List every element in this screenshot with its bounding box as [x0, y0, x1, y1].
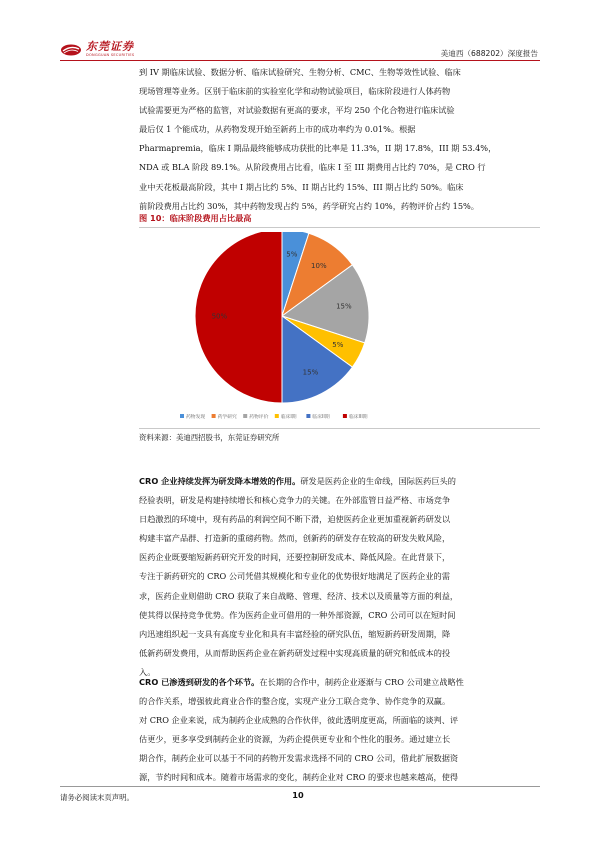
pie-slice-6: [195, 232, 282, 403]
legend-swatch: [306, 414, 310, 418]
legend-swatch: [212, 414, 216, 418]
logo-name: 东莞证券: [86, 40, 134, 53]
text-line: 期合作，制药企业可以基于不同的药物开发需求选择不同的 CRO 公司，借此扩展数据资: [139, 753, 459, 764]
logo-subtitle: DONGGUAN SECURITIES: [86, 53, 135, 57]
company-logo: [60, 39, 134, 59]
legend-label: 药学研究: [217, 415, 237, 420]
footer-disclaimer: 请务必阅读末页声明。: [60, 793, 134, 802]
slice-data-label: 50%: [211, 312, 228, 321]
text-line: 前阶段费用占比约 30%，其中药物发现占约 5%，药学研究占约 10%，药物评价占约 15%。: [139, 200, 479, 211]
text-line: 入。: [139, 666, 156, 677]
report-title: 美迪西（688202）深度报告: [440, 49, 538, 58]
paragraph-lead: CRO 已渗透到研发的各个环节。: [139, 677, 260, 687]
legend-swatch: [180, 414, 184, 418]
slice-data-label: 5%: [286, 250, 298, 259]
figure-title: 图 10：临床阶段费用占比最高: [139, 213, 540, 228]
logo-mark-icon: [60, 42, 82, 56]
text-line: 使其得以保持竞争优势。作为医药企业可借用的一种外部资源，CRO 公司可以在短时间: [139, 609, 456, 620]
slice-data-label: 5%: [332, 340, 344, 349]
slice-data-label: 15%: [302, 368, 319, 377]
text-line: 试验需要更为严格的监管，对试验数据有更高的要求，平均 250 个化合物进行临床试验: [139, 105, 455, 116]
legend-label: 临床III期: [348, 415, 368, 420]
legend-label: 临床II期: [312, 415, 330, 420]
cro-cost-paragraph: [139, 472, 540, 682]
text-line: 对 CRO 企业来说，成为制药企业成熟的合作伙伴，彼此透明度更高，所面临的谈判、评: [139, 715, 459, 726]
text-line: 内迅速组织起一支具有高度专业化和具有丰富经验的研究队伍，缩短新药研发周期，降: [139, 628, 451, 639]
slice-data-label: 15%: [336, 302, 352, 311]
text-line: CRO 企业持续发挥为研发降本增效的作用。研发是医药企业的生命线，国际医药巨头的: [139, 476, 456, 486]
text-line: 经验表明，研发是构建持续增长和核心竞争力的关键。在外部监管日益严格、市场竞争: [139, 495, 451, 506]
text-line: 专注于新药研究的 CRO 公司凭借其规模化和专业化的优势很好地满足了医药企业的需: [139, 571, 450, 582]
text-line: 估更少，更多享受到制药企业的资源，为药企提供更专业和个性化的服务。通过建立长: [139, 734, 451, 745]
legend-label: 药物评价: [249, 415, 269, 420]
legend-label: 临床I期: [280, 415, 297, 420]
text-line: 业中天花板最高阶段，其中 I 期占比约 5%、II 期占比约 15%、III 期占比约 50%。临床: [139, 181, 464, 192]
footer-divider: [60, 786, 540, 787]
text-line: Pharmapremia，临床 I 期品最终能够成功获批的比率是 11.3%，II 期 17.8%，III 期 53.4%，: [139, 143, 497, 154]
page-number: 10: [292, 790, 304, 800]
text-line: 医药企业既要缩短新药研究开发的时间，还要控制研发成本、降低风险。在此背景下，: [139, 552, 451, 563]
legend-swatch: [343, 414, 347, 418]
text-line: 到 IV 期临床试验、数据分析、临床试验研究、生物分析、CMC、生物等效性试验、临床: [139, 67, 461, 77]
text-line: NDA 或 BLA 阶段 89.1%。从阶段费用占比看，临床 I 至 III 期费用占比约 70%，是 CRO 行: [139, 162, 486, 173]
text-line: 日趋激烈的环境中，现有药品的利润空间不断下滑，迫使医药企业更加重视新药研发以: [139, 514, 451, 525]
text-line: CRO 已渗透到研发的各个环节。在长期的合作中，制药企业逐渐与 CRO 公司建立战略性: [139, 677, 464, 687]
figure-source: 资料来源：美迪西招股书，东莞证券研究所: [139, 428, 540, 443]
text-line: 的合作关系，增强彼此商业合作的整合度，实现产业分工联合竞争、协作竞争的双赢。: [139, 696, 451, 707]
text-line: 低新药研发费用，从而帮助医药企业在新药研发过程中实现高质量的研究和低成本的投: [139, 647, 451, 658]
intro-paragraph: [139, 63, 540, 216]
page-header: [60, 38, 540, 61]
legend-swatch: [243, 414, 247, 418]
slice-data-label: 10%: [311, 261, 327, 270]
text-line: 现场管理等业务。区别于临床前的实验室化学和动物试验项目，临床阶段进行人体药物: [139, 86, 451, 97]
legend-label: 药物发现: [186, 415, 206, 420]
paragraph-lead: CRO 企业持续发挥为研发降本增效的作用。: [139, 476, 301, 486]
text-line: 构建丰富产品群、打造新的重磅药物。然而，创新药的研发存在较高的研发失败风险，: [139, 533, 451, 544]
legend-swatch: [275, 414, 279, 418]
text-line: 最后仅 1 个能成功，从药物发现开始至新药上市的成功率约为 0.01%。根据: [139, 124, 416, 135]
cro-penetration-paragraph: [139, 673, 540, 788]
pie-chart: [139, 232, 540, 425]
text-line: 源，节约时间和成本。随着市场需求的变化，制药企业对 CRO 的要求也越来越高，使得: [139, 772, 459, 783]
text-line: 求，医药企业则借助 CRO 获取了来自战略、管理、经济、技术以及质量等方面的利益，: [139, 590, 459, 601]
